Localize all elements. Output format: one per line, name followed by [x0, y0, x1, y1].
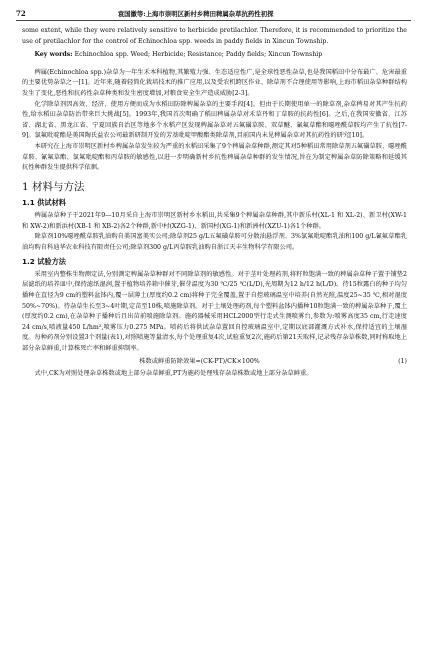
intro-paragraph: 稗属(Echinochloa spp.)杂草为一年生禾本科植物,其繁殖力强、生态适应性广,是全球性恶性杂草,也是我国稻田中分布最广、危害最重的主要优势杂草之一[1]。近年来,随着轻简化栽培技术的推广应用,以及受农机跨区作业、除草剂不合理使用等影响,上海市稻田杂草种群结构发生了变化,恶性和抗药性杂草种类和发生密度增加,对粮食安全生产造成威胁[2-3]。 [22, 68, 407, 97]
intro-paragraph: 化学除草剂因高效、经济、使用方便而成为水稻田防除稗属杂草的主要手段[4]。但由于长期使用单一的除草剂,杂草稗易对其产生抗药性,给水稻田杂草防治带来巨大挑战[5]。1993年,我国首次明确了稻田稗属杂草对禾草丹和丁草胺的抗药性[6]。之后,在我国安徽省、江苏省、湖北省、黑龙江省、宁夏回族自治区等地多个水稻产区发现稗属杂草对五氟磺草胺、双草醚、氰氟草酯和噁唑酰草胺均产生了抗性[7-9]。氯氟吡啶酯是美国陶氏益农公司最新研制开发的芳基吡啶甲酸酯类除草剂,目前国内未见稗属杂草对其抗药性的研究[10]。 [22, 100, 407, 140]
page-number: 72 [16, 8, 26, 18]
equation-explanation: 式中,CK为对照处理杂草株数或地上部分杂草鲜重,PT为施药处理残存杂草株数或地上部分杂草鲜重。 [34, 370, 313, 378]
equation [22, 357, 407, 368]
section-heading-materials-methods: 1 材料与方法 [22, 180, 85, 193]
subsection-heading-materials: 1.1 供试材料 [22, 198, 66, 208]
keywords-line [22, 50, 407, 61]
article-body [22, 26, 407, 652]
materials-paragraph: 稗属杂草种子于2021年9—10月采自上海市崇明区新村乡水稻田,共采集9个稗属杂草种群,其中新乐村(XL-1 和 XL-2)、新卫村(XW-1 和 XW-2)和新浜村(XB-1 和 XB-2)各2个种群,新中村(XZG-1)、新国村(XG-1)和新洲村(XZU-1)各1个种群。 [22, 211, 407, 230]
equation-number: (1) [398, 357, 407, 365]
keywords-label: Key words: [34, 51, 73, 59]
materials-paragraph: 除草剂10%噁唑酰草胺乳油购自美国富美实公司;除草剂25 g/L五氟磺草胺可分散油悬浮剂、3%氯氟吡啶酯乳油和100 g/L氰氟草酯乳油均购自科迪华农业科技有限责任公司;除草剂300 g/L丙草胺乳油购自浙江天丰生物科学有限公司。 [22, 233, 407, 251]
abstract-tail: some extent, while they were relatively sensitive to herbicide pretilachlor. Therefore, it is recommended to prioritize the use of pretilachlor for the control of Echinochloa spp. weeds in paddy fields in Xincun Township. [22, 27, 407, 45]
keywords-text: Echinochloa spp. Weed; Herbicide; Resistance; Paddy fields; Xincun Township [74, 51, 323, 59]
equation-text: 株数或鲜重防除效果=(CK-PT)/CK×100% [139, 357, 260, 365]
subsection-heading-methods: 1.2 试验方法 [22, 257, 66, 267]
running-header [16, 6, 411, 21]
intro-paragraph: 本研究在上海市崇明区新村乡稗属杂草发生较为严重的水稻田采集了9个稗属杂草种群,测定其对5种稻田常用除草剂五氟磺草胺、噁唑酰草胺、氰氟草酯、氯氟吡啶酯和丙草胺的敏感性,以进一步明确新村乡抗性稗属杂草种群的发生情况,旨在为制定稗属杂草防除策略和延缓其抗性种群发生提供科学依据。 [22, 142, 407, 172]
running-title: 袁国徽等:上海市崇明区新村乡稗田稗属杂草抗药性初探 [117, 9, 274, 18]
methods-paragraph: 采用室内整株生物测定法,分别测定稗属杂草种群对不同除草剂的敏感性。对于茎叶处理药剂,将籽粒饱满一致的稗属杂草种子置于铺垫2层滤纸的培养皿中,保持滤纸湿润,置于植物培养箱中催芽,催芽温度为30 ℃/25 ℃(L/D),光周期为12 h/12 h(L/D)。待15粒露白的种子均匀播种在直径为9 cm的塑料盆钵内,覆一层薄土(厚度约0.2 cm)将种子完全覆盖,置于自控玻璃温室中培养(自然光照,温度25~35 ℃,相对湿度50%~70%)。待杂草生长至3~4叶期,定苗至10株,喷施除草剂。对于土壤处理药剂,每个塑料盆钵内播种10粒饱满一致的稗属杂草种子,覆土(厚度约0.2 cm),在杂草种子播种后且出苗前喷施除草剂。施药器械采用HCL2000型行走式生测喷雾台,参数为:喷雾高度35 cm,行走速度24 cm/s,喷液量450 L/hm²,喷雾压力0.275 MPa。喷药后将供试杂草置回自控玻璃温室中,定期以底部灌溉方式补水,保持适宜的土壤湿度。每种药剂分别设置3个剂量(表1),对照喷施等量清水,每个处理重复4次,试验重复2次,施药后第21天取样,记录残存杂草株数,同时称取地上部分杂草鲜重,计算株死亡率和鲜重抑制率。 [22, 270, 407, 353]
